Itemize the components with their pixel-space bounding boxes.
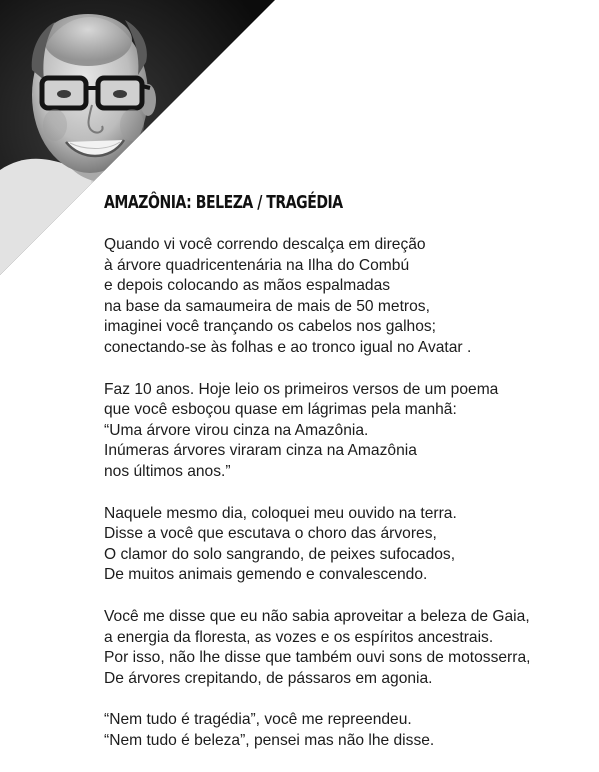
poem-line: De muitos animais gemendo e convalescendo. (104, 566, 428, 584)
poem-line: conectando-se às folhas e ao tronco igual no Avatar . (104, 338, 472, 356)
poem-line: imaginei você trançando os cabelos nos galhos; (104, 318, 437, 336)
poem-line: “Uma árvore virou cinza na Amazônia. (104, 421, 369, 439)
poem-line: e depois colocando as mãos espalmadas (104, 277, 391, 295)
poem-line: que você esboçou quase em lágrimas pela manhã: (104, 401, 457, 419)
stanza-4 (104, 607, 584, 689)
poem-line: De árvores crepitando, de pássaros em agonia. (104, 669, 433, 687)
poem-title: AMAZÔNIA: BELEZA / TRAGÉDIA (104, 192, 343, 213)
poem-line: Você me disse que eu não sabia aproveitar a beleza de Gaia, (104, 607, 530, 625)
stanza-5 (104, 710, 584, 751)
poem-line: na base da samaumeira de mais de 50 metros, (104, 297, 430, 315)
poem-line: O clamor do solo sangrando, de peixes sufocados, (104, 545, 456, 563)
poem-line: Naquele mesmo dia, coloquei meu ouvido na terra. (104, 504, 457, 522)
poem-line: Por isso, não lhe disse que também ouvi sons de motosserra, (104, 649, 531, 667)
author-portrait-icon (0, 0, 275, 275)
poem-line: à árvore quadricentenária na Ilha do Combú (104, 256, 410, 274)
stanza-1 (104, 235, 584, 359)
poem-line: “Nem tudo é tragédia”, você me repreendeu. (104, 711, 412, 729)
poem-line: Quando vi você correndo descalça em direção (104, 236, 426, 253)
poem-line: “Nem tudo é beleza”, pensei mas não lhe disse. (104, 731, 435, 749)
stanza-3 (104, 504, 584, 586)
poem-line: Faz 10 anos. Hoje leio os primeiros versos de um poema (104, 380, 499, 398)
stanza-2 (104, 380, 584, 483)
author-photo (0, 0, 275, 275)
poem-line: nos últimos anos.” (104, 462, 231, 480)
poem-body (104, 235, 584, 772)
poem-line: Inúmeras árvores viraram cinza na Amazônia (104, 442, 417, 460)
poem-line: Disse a você que escutava o choro das árvores, (104, 525, 437, 543)
poem-line: a energia da floresta, as vozes e os espíritos ancestrais. (104, 628, 494, 646)
